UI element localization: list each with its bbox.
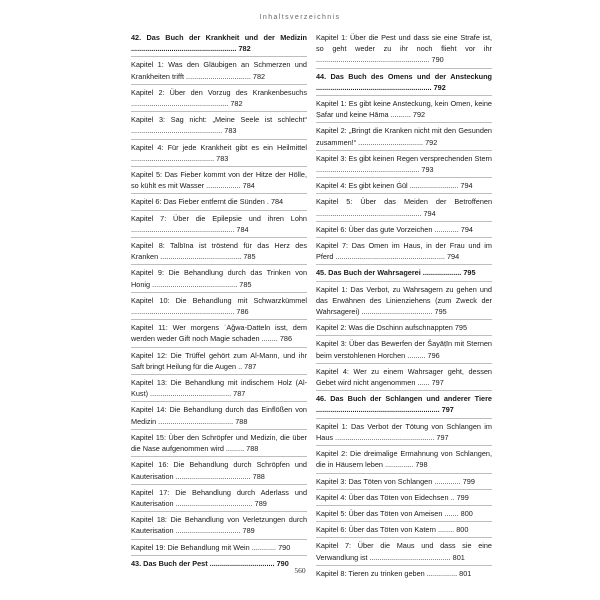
toc-entry-chapter[interactable]: Kapitel 2: Was die Dschinn aufschnappten 795 (316, 319, 492, 335)
toc-entry-chapter[interactable]: Kapitel 8: Talbīna ist tröstend für das Herz des Kranken ........................................ 785 (131, 237, 307, 264)
toc-entry-chapter[interactable]: Kapitel 7: Das Omen im Haus, in der Frau und im Pferd ...................................................... 794 (316, 237, 492, 264)
toc-entry-chapter[interactable]: Kapitel 8: Tieren zu trinken geben ............... 801 (316, 565, 492, 581)
toc-entry-chapter[interactable]: Kapitel 3: Über das Bewerfen der Šayāṭīn mit Sternen beim verstohlenen Horchen ......... 796 (316, 335, 492, 362)
toc-entry-chapter[interactable]: Kapitel 3: Das Töten von Schlangen ............. 799 (316, 473, 492, 489)
toc-entry-chapter[interactable]: Kapitel 6: Über das Töten von Katern ........ 800 (316, 521, 492, 537)
toc-entry-chapter[interactable]: Kapitel 15: Über den Schröpfer und Medizin, die über die Nase aufgenommen wird ......... 788 (131, 429, 307, 456)
toc-entry-chapter[interactable]: Kapitel 10: Die Behandlung mit Schwarzkümmel ................................................... 786 (131, 292, 307, 319)
toc-entry-chapter[interactable]: Kapitel 11: Wer morgens ʿAǧwa-Datteln isst, dem werden weder Gift noch Magie schaden ........ 786 (131, 319, 307, 346)
toc-entry-chapter[interactable]: Kapitel 7: Über die Maus und dass sie eine Verwandlung ist ........................................ 801 (316, 537, 492, 564)
toc-right-column (316, 30, 492, 581)
toc-entry-chapter[interactable]: Kapitel 16: Die Behandlung durch Schröpfen und Kauterisation ..................................... 788 (131, 456, 307, 483)
running-header: Inhaltsverzeichnis (259, 14, 341, 21)
toc-entry-book[interactable]: 42. Das Buch der Krankheit und der Medizin .................................................... 782 (131, 33, 307, 54)
toc-entry-book[interactable]: 45. Das Buch der Wahrsagerei ................... 795 (316, 264, 492, 280)
toc-entry-chapter[interactable]: Kapitel 1: Das Verbot, zu Wahrsagern zu gehen und das Erwähnen des Linienziehens (zum Zweck der Wahrsagerei) ................................... 795 (316, 281, 492, 320)
toc-entry-chapter[interactable]: Kapitel 6: Über das gute Vorzeichen ............ 794 (316, 221, 492, 237)
toc-entry-chapter[interactable]: Kapitel 5: Über das Töten von Ameisen ....... 800 (316, 505, 492, 521)
toc-entry-chapter[interactable]: Kapitel 14: Die Behandlung durch das Einflößen von Medizin ..................................... 788 (131, 401, 307, 428)
toc-entry-chapter[interactable]: Kapitel 17: Die Behandlung durch Aderlass und Kauterisation ...................................... 789 (131, 484, 307, 511)
toc-entry-chapter[interactable]: Kapitel 1: Das Verbot der Tötung von Schlangen im Haus ................................................. 797 (316, 418, 492, 445)
toc-entry-chapter[interactable]: Kapitel 7: Über die Epilepsie und ihren Lohn ................................................... 784 (131, 210, 307, 237)
toc-entry-chapter[interactable]: Kapitel 4: Über das Töten von Eidechsen .. 799 (316, 489, 492, 505)
toc-entry-chapter[interactable]: Kapitel 18: Die Behandlung von Verletzungen durch Kauterisation ................................ 789 (131, 511, 307, 538)
toc-entry-chapter[interactable]: Kapitel 3: Es gibt keinen Regen versprechenden Stern ................................................... 793 (316, 150, 492, 177)
toc-entry-chapter[interactable]: Kapitel 9: Die Behandlung durch das Trinken von Honig .......................................... 785 (131, 264, 307, 291)
toc-entry-chapter[interactable]: Kapitel 2: Die dreimalige Ermahnung von Schlangen, die in Häusern leben .............. 798 (316, 445, 492, 472)
toc-entry-chapter[interactable]: Kapitel 1: Über die Pest und dass sie eine Strafe ist, so geht weder zu ihr noch flieht vor ihr ........................................................ 790 (316, 33, 492, 65)
toc-entry-chapter[interactable]: Kapitel 1: Was den Gläubigen an Schmerzen und Krankheiten trifft ................................ 782 (131, 56, 307, 83)
page-number: 560 (294, 566, 306, 575)
toc-entry-chapter[interactable]: Kapitel 2: Über den Vorzug des Krankenbesuchs ................................................ 782 (131, 84, 307, 111)
toc-entry-book[interactable]: 43. Das Buch der Pest ................................ 790 (131, 555, 307, 571)
toc-entry-book[interactable]: 44. Das Buch des Omens und der Ansteckung ......................................................... 792 (316, 68, 492, 95)
toc-entry-book[interactable]: 46. Das Buch der Schlangen und anderer Tiere ............................................................. 797 (316, 390, 492, 417)
toc-entry-chapter[interactable]: Kapitel 5: Das Fieber kommt von der Hitze der Hölle, so kühlt es mit Wasser ................. 784 (131, 166, 307, 193)
toc-entry-chapter[interactable]: Kapitel 5: Über das Meiden der Betroffenen .................................................... 794 (316, 193, 492, 220)
toc-entry-chapter[interactable]: Kapitel 6: Das Fieber entfernt die Sünden . 784 (131, 193, 307, 209)
toc-entry-chapter[interactable]: Kapitel 4: Wer zu einem Wahrsager geht, dessen Gebet wird nicht angenommen ...... 797 (316, 363, 492, 390)
toc-entry-chapter[interactable]: Kapitel 1: Es gibt keine Ansteckung, kein Omen, keine Ṣafar und keine Hāma .......... 792 (316, 95, 492, 122)
toc-entry-chapter[interactable]: Kapitel 4: Für jede Krankheit gibt es ein Heilmittel ......................................... 783 (131, 139, 307, 166)
toc-entry-chapter[interactable]: Kapitel 12: Die Trüffel gehört zum Al-Mann, und ihr Saft bringt Heilung für die Augen .. 787 (131, 347, 307, 374)
toc-entry-chapter[interactable]: Kapitel 13: Die Behandlung mit indischem Holz (Al-Kust) ........................................ 787 (131, 374, 307, 401)
toc-left-column (131, 30, 307, 571)
toc-entry-chapter[interactable]: Kapitel 4: Es gibt keinen Ġūl ........................ 794 (316, 177, 492, 193)
toc-entry-chapter[interactable]: Kapitel 2: „Bringt die Kranken nicht mit den Gesunden zusammen!“ ................................ 792 (316, 122, 492, 149)
toc-entry-chapter[interactable]: Kapitel 19: Die Behandlung mit Wein ............ 790 (131, 539, 307, 555)
toc-entry-chapter[interactable]: Kapitel 3: Sag nicht: „Meine Seele ist schlecht“ ............................................. 783 (131, 111, 307, 138)
